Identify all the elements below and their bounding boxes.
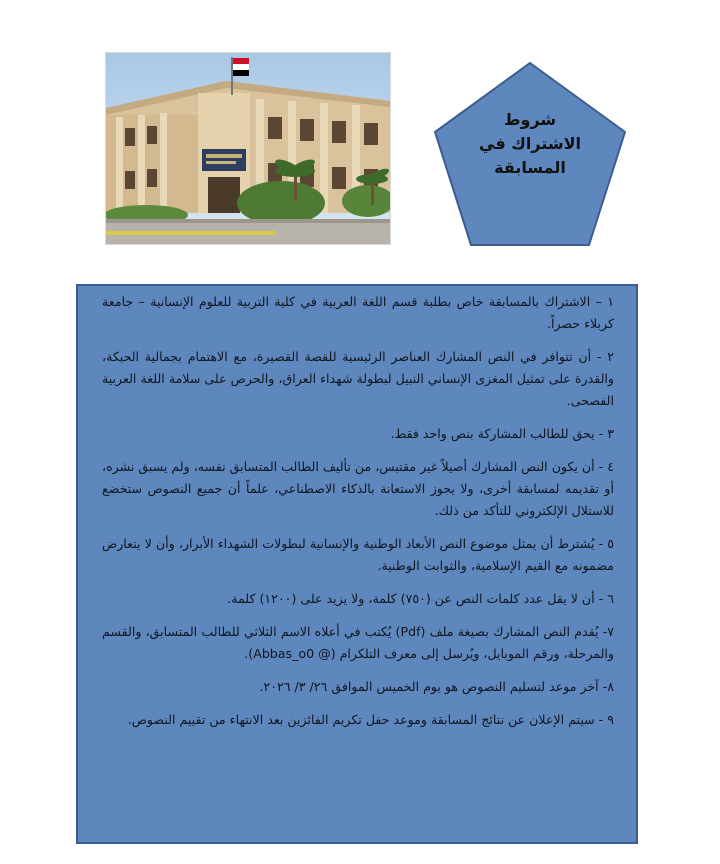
competition-terms-heading: شروط الاشتراك في المسابقة	[479, 110, 581, 177]
rule-7: ٧- يُقدم النص المشارك بصيغة ملف (Pdf) يُكتب في أعلاه الاسم الثلاثي للطالب المتسابق، والقسم والمرحلة، ورقم الموبايل، ويُرسل إلى معرف التلكرام (@ Abbas_o0).	[102, 624, 615, 661]
college-building-photo	[105, 52, 391, 245]
rule-9: ٩ - سيتم الإعلان عن نتائج المسابقة وموعد حفل تكريم الفائزين بعد الانتهاء من تقييم النصوص.	[127, 712, 614, 727]
rule-4: ٤ - أن يكون النص المشارك أصيلاً غير مقتبس، من تأليف الطالب المتسابق نفسه، ولم يسبق نشره، أو تقديمه لمسابقة أخرى، ولا يجوز الاستعانة بالذكاء الاصطناعي، علماً أن جميع النصوص ستخضع للاستلال الإلكتروني للتأكد من ذلك.	[102, 459, 614, 518]
building-illustration	[106, 53, 390, 244]
rule-6: ٦ - أن لا يقل عدد كلمات النص عن (٧٥٠) كلمة، ولا يزيد على (١٢٠٠) كلمة.	[227, 591, 614, 606]
rule-5: ٥ - يُشترط أن يمثل موضوع النص الأبعاد الوطنية والإنسانية لبطولات الشهداء الأبرار، وأن لا يتعارض مضمونه مع القيم الإسلامية، والثوابت الوطنية.	[102, 536, 614, 573]
rule-3: ٣ - يحق للطالب المشاركة بنص واحد فقط.	[390, 426, 614, 441]
rule-2: ٢ - أن تتوافر في النص المشارك العناصر الرئيسية للقصة القصيرة، مع الاهتمام بجمالية الحبكة، والقدرة على تمثيل المغزى الإنساني النبيل لبطولة شهداء العراق، والحرص على سلامة اللغة العربية الفصحى.	[102, 349, 614, 408]
rules-panel	[76, 284, 638, 844]
rule-1: ١ – الاشتراك بالمسابقة خاص بطلبة قسم اللغة العربية في كلية التربية للعلوم الإنسانية – جامعة كربلاء حصراً.	[102, 294, 614, 331]
rule-8: ٨- آخر موعد لتسليم النصوص هو يوم الخميس الموافق ٢٦/ ٣/ ٢٠٢٦.	[259, 679, 614, 694]
